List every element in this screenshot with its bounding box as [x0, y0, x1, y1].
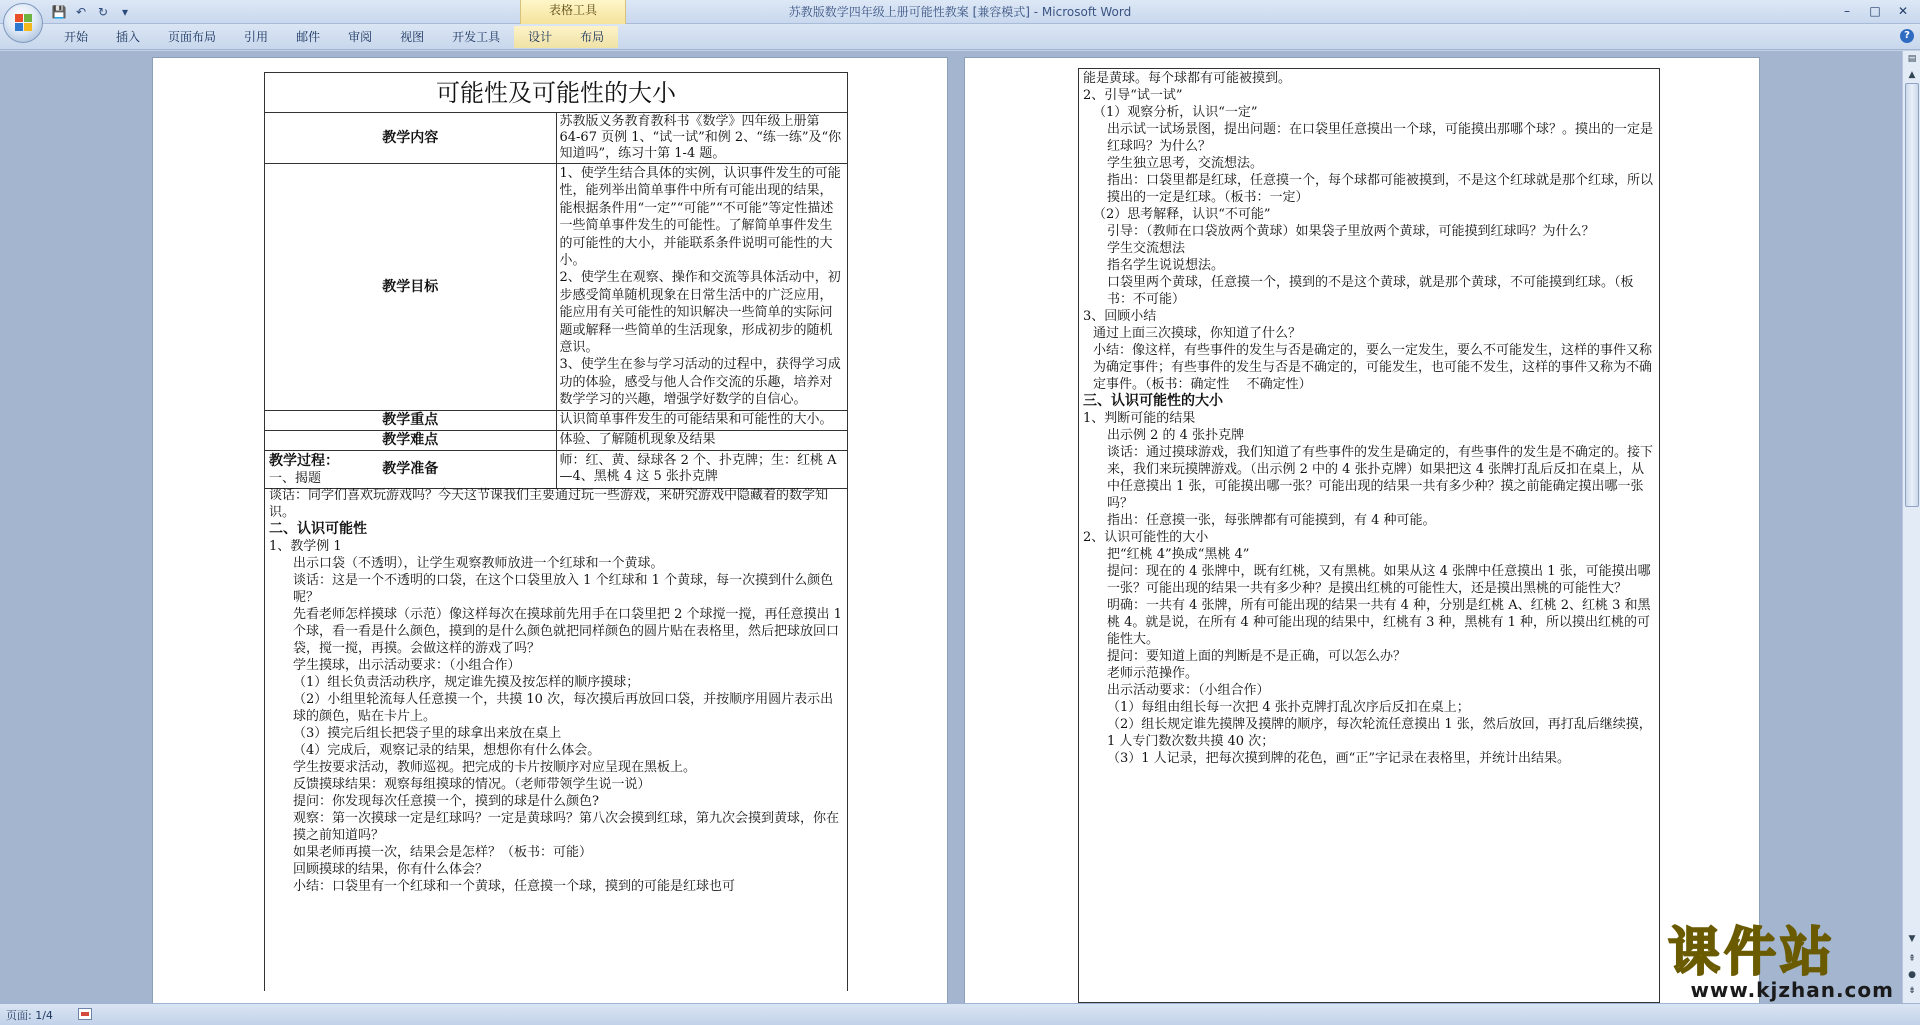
document-workspace — [0, 51, 1902, 1003]
row-text-difficulty[interactable]: 体验、了解随机现象及结果 — [556, 430, 848, 450]
watermark-title: 课件站 — [1668, 923, 1837, 983]
process-line: 口袋里两个黄球，任意摸一个，摸到的不是这个黄球，就是那个黄球，不可能摸到红球。（板书：不可能） — [1107, 275, 1634, 307]
ribbon-tab-bar — [0, 24, 1920, 50]
process-line: 1、判断可能的结果 — [1083, 411, 1196, 426]
process-line: 学生摸球，出示活动要求：（小组合作） — [293, 658, 521, 673]
process-line: 指出：口袋里都是红球，任意摸一个，每个球都可能被摸到，不是这个红球就是那个红球，所以摸出的一定是红球。（板书：一定） — [1107, 173, 1654, 205]
process-line: （1）观察分析，认识“一定” — [1093, 105, 1258, 120]
process-line: 学生独立思考，交流想法。 — [1107, 156, 1264, 171]
row-label-key-point[interactable]: 教学重点 — [265, 410, 557, 430]
process-line: （1）每组由组长每一次把 4 张扑克牌打乱次序后反扣在桌上； — [1107, 700, 1470, 715]
minimize-icon[interactable]: – — [1844, 4, 1850, 18]
process-line: 能是黄球。每个球都有可能被摸到。 — [1083, 71, 1292, 86]
process-line: 出示试一试场景图，提出问题：在口袋里任意摸出一个球，可能摸出那哪个球？。摸出的一定是红球吗？为什么？ — [1107, 122, 1654, 154]
process-line: （1）组长负责活动秩序，规定谁先摸及按怎样的顺序摸球； — [293, 675, 640, 690]
row-label-preparation[interactable]: 教学准备 — [265, 450, 557, 488]
document-page-1 — [152, 57, 948, 1003]
scroll-down-icon[interactable]: ▼ — [1908, 934, 1916, 944]
process-line: 出示活动要求：（小组合作） — [1107, 683, 1270, 698]
process-line: 提问：你发现每次任意摸一个，摸到的球是什么颜色? — [293, 794, 599, 809]
process-line: （4）完成后，观察记录的结果，想想你有什么体会。 — [293, 743, 601, 758]
tab-developer[interactable]: 开发工具 — [452, 30, 501, 44]
row-text-goals[interactable] — [556, 164, 848, 411]
tab-page-layout[interactable]: 页面布局 — [168, 30, 217, 44]
process-heading: 教学过程： — [269, 453, 339, 469]
process-line: （3）1 人记录，把每次摸到牌的花色，画“正”字记录在表格里，并统计出结果。 — [1107, 751, 1570, 766]
undo-icon[interactable]: ↶ — [75, 5, 87, 19]
office-button[interactable] — [3, 3, 43, 43]
row-text-key-point[interactable]: 认识简单事件发生的可能结果和可能性的大小。 — [556, 410, 848, 430]
redo-icon[interactable]: ↻ — [97, 5, 109, 19]
ribbon-tabs — [50, 26, 618, 48]
watermark-url: www.kjzhan.com — [1690, 978, 1894, 1002]
quick-access-toolbar — [50, 3, 134, 21]
maximize-icon[interactable]: □ — [1869, 4, 1881, 18]
site-watermark-logo — [1668, 923, 1900, 1002]
process-line: （2）组长规定谁先摸牌及摸牌的顺序，每次轮流任意摸出 1 张，然后放回，再打乱后继续摸，1 人专门数次数共摸 40 次； — [1107, 717, 1652, 749]
row-label-difficulty[interactable]: 教学难点 — [265, 430, 557, 450]
previous-page-icon[interactable]: ⇞ — [1908, 954, 1916, 964]
tab-table-layout[interactable]: 布局 — [566, 26, 618, 48]
process-line: 提问：要知道上面的判断是不是正确，可以怎么办？ — [1107, 649, 1407, 664]
process-line: 2、认识可能性的大小 — [1083, 530, 1209, 545]
document-page-2 — [964, 57, 1760, 1003]
help-icon[interactable]: ? — [1900, 29, 1914, 43]
window-controls — [1834, 2, 1916, 20]
office-logo-icon — [15, 14, 33, 32]
process-line: 提问：现在的 4 张牌中，既有红桃，又有黑桃。如果从这 4 张牌中任意摸出 1 张，可能摸出哪一张？可能出现的结果一共有多少种？是摸出红桃的可能性大，还是摸出黑桃的可能性大？ — [1107, 564, 1651, 596]
process-line: （2）思考解释，认识“不可能” — [1093, 207, 1271, 222]
process-line: 老师示范操作。 — [1107, 666, 1199, 681]
tab-home[interactable]: 开始 — [64, 30, 89, 44]
teaching-process-continued[interactable] — [1078, 68, 1660, 1003]
process-line: 先看老师怎样摸球（示范）像这样每次在摸球前先用手在口袋里把 2 个球搅一搅，再任意摸出 1 个球，看一看是什么颜色，摸到的是什么颜色就把同样颜色的圆片贴在表格里，然后把球放回口袋，搅一搅，再摸。会做这样的游戏了吗？ — [293, 607, 842, 656]
proofing-icon[interactable] — [78, 1008, 92, 1020]
close-icon[interactable]: ✕ — [1897, 4, 1909, 18]
process-line: 反馈摸球结果：观察每组摸球的情况。（老师带领学生说一说） — [293, 777, 651, 792]
process-line: 学生按要求活动，教师巡视。把完成的卡片按顺序对应呈现在黑板上。 — [293, 760, 697, 775]
process-line: 3、回顾小结 — [1083, 309, 1157, 324]
process-line: （2）小组里轮流每人任意摸一个，共摸 10 次，每次摸后再放回口袋，并按顺序用圆片表示出球的颜色，贴在卡片上。 — [293, 692, 834, 724]
save-icon[interactable]: 💾 — [51, 5, 67, 19]
page-count[interactable]: 页面: 1/4 — [6, 1009, 53, 1022]
process-section-heading: 三、认识可能性的大小 — [1083, 393, 1223, 409]
process-line: （3）摸完后组长把袋子里的球拿出来放在桌上 — [293, 726, 562, 741]
process-line: 把“红桃 4”换成“黑桃 4” — [1107, 547, 1250, 562]
tab-table-design[interactable]: 设计 — [514, 26, 566, 48]
app-name: Microsoft Word — [1041, 5, 1132, 19]
row-text-preparation[interactable]: 师：红、黄、绿球各 2 个、扑克牌；生：红桃 A—4、黑桃 4 这 5 张扑克牌 — [556, 450, 848, 488]
process-line: 一、揭题 — [269, 471, 322, 486]
ruler-toggle-icon[interactable]: ▤ — [1907, 54, 1917, 64]
window-title — [0, 0, 1920, 24]
lesson-plan-table — [264, 72, 848, 489]
vertical-scrollbar[interactable] — [1902, 51, 1920, 1003]
process-line: 谈话：同学们喜欢玩游戏吗？今天这节课我们主要通过玩一些游戏，来研究游戏中隐藏着的数学知识。 — [269, 488, 829, 520]
row-label-goals[interactable]: 教学目标 — [265, 164, 557, 411]
customize-qat-icon[interactable]: ▾ — [121, 5, 129, 19]
process-line: 回顾摸球的结果，你有什么体会？ — [293, 862, 489, 877]
goals-text: 1、使学生结合具体的实例，认识事件发生的可能性，能列举出简单事件中所有可能出现的结果，能根据条件用“一定”“可能”“不可能”等定性描述一些简单事件发生的可能性。了解简单事件发生的可能性的大小，并能联系条件说明可能性的大小。 2、使学生在观察、操作和交流等具体活动中，初步感受简单随机现象在日常生活中的广泛应用，能应用有关可能性的知识解决一些简单的实际问题或解释一些简单的生活现象，形成初步的随机意识。 3、使学生在参与学习活动的过程中，获得学习成功的体验，感受与他人合作交流的乐趣，培养对数学学习的兴趣，增强学好数学的自信心。 — [559, 166, 841, 408]
teaching-process-block[interactable] — [264, 451, 848, 991]
browse-object-icon[interactable]: ● — [1908, 970, 1916, 980]
scroll-up-icon[interactable]: ▲ — [1908, 70, 1916, 80]
tab-references[interactable]: 引用 — [244, 30, 269, 44]
lesson-title[interactable]: 可能性及可能性的大小 — [265, 73, 848, 113]
tab-insert[interactable]: 插入 — [116, 30, 141, 44]
context-tab-group-label: 表格工具 — [520, 0, 626, 24]
next-page-icon[interactable]: ⇟ — [1908, 986, 1916, 996]
process-line: 指名学生说说想法。 — [1107, 258, 1225, 273]
status-bar — [0, 1003, 1920, 1025]
row-label-content[interactable]: 教学内容 — [265, 113, 557, 164]
process-line: 小结：口袋里有一个红球和一个黄球，任意摸一个球，摸到的可能是红球也可 — [293, 879, 736, 894]
process-section-heading: 二、认识可能性 — [269, 521, 367, 537]
process-line: 如果老师再摸一次，结果会是怎样？（板书：可能） — [293, 845, 593, 860]
title-bar — [0, 0, 1920, 24]
row-text-content[interactable]: 苏教版义务教育教科书《数学》四年级上册第 64-67 页例 1、“试一试”和例 2、“练一练”及“你知道吗”，练习十第 1-4 题。 — [556, 113, 848, 164]
process-line: 谈话：这是一个不透明的口袋，在这个口袋里放入 1 个红球和 1 个黄球，每一次摸到什么颜色呢？ — [293, 573, 834, 605]
document-title: 苏教版数学四年级上册可能性教案 [兼容模式] - — [788, 5, 1042, 19]
tab-view[interactable]: 视图 — [400, 30, 425, 44]
process-line: 1、教学例 1 — [269, 539, 342, 554]
process-line: 出示口袋（不透明），让学生观察教师放进一个红球和一个黄球。 — [293, 556, 664, 571]
process-line: 小结：像这样，有些事件的发生与否是确定的，要么一定发生，要么不可能发生，这样的事件又称为确定事件；有些事件的发生与否是不确定的，可能发生，也可能不发生，这样的事件又称为不确定事件。（板书：确定性 不确定性） — [1093, 343, 1653, 392]
scroll-thumb[interactable] — [1905, 83, 1919, 507]
process-line: 学生交流想法 — [1107, 241, 1186, 256]
process-line: 谈话：通过摸球游戏，我们知道了有些事件的发生是确定的，有些事件的发生是不确定的。接下来，我们来玩摸牌游戏。（出示例 2 中的 4 张扑克牌）如果把这 4 张牌打乱后反扣在桌上，从中任意摸出 1 张，可能摸出哪一张？可能出现的结果一共有多少种？摸之前能确定摸出哪一张吗？ — [1107, 445, 1654, 511]
process-line: 指出：任意摸一张，每张牌都有可能摸到，有 4 种可能。 — [1107, 513, 1436, 528]
tab-mailings[interactable]: 邮件 — [296, 30, 321, 44]
process-line: 明确：一共有 4 张牌，所有可能出现的结果一共有 4 种，分别是红桃 A、红桃 2、红桃 3 和黑桃 4。就是说，在所有 4 种可能出现的结果中，红桃有 3 种，黑桃有 1 种，所以摸出红桃的可能性大。 — [1107, 598, 1651, 647]
process-line: 2、引导“试一试” — [1083, 88, 1183, 103]
process-line: 通过上面三次摸球，你知道了什么？ — [1093, 326, 1302, 341]
process-line: 引导：（教师在口袋放两个黄球）如果袋子里放两个黄球，可能摸到红球吗？为什么？ — [1107, 224, 1595, 239]
process-line: 观察：第一次摸球一定是红球吗？一定是黄球吗？第八次会摸到红球，第九次会摸到黄球，你在摸之前知道吗？ — [293, 811, 840, 843]
process-line: 出示例 2 的 4 张扑克牌 — [1107, 428, 1245, 443]
tab-review[interactable]: 审阅 — [348, 30, 373, 44]
